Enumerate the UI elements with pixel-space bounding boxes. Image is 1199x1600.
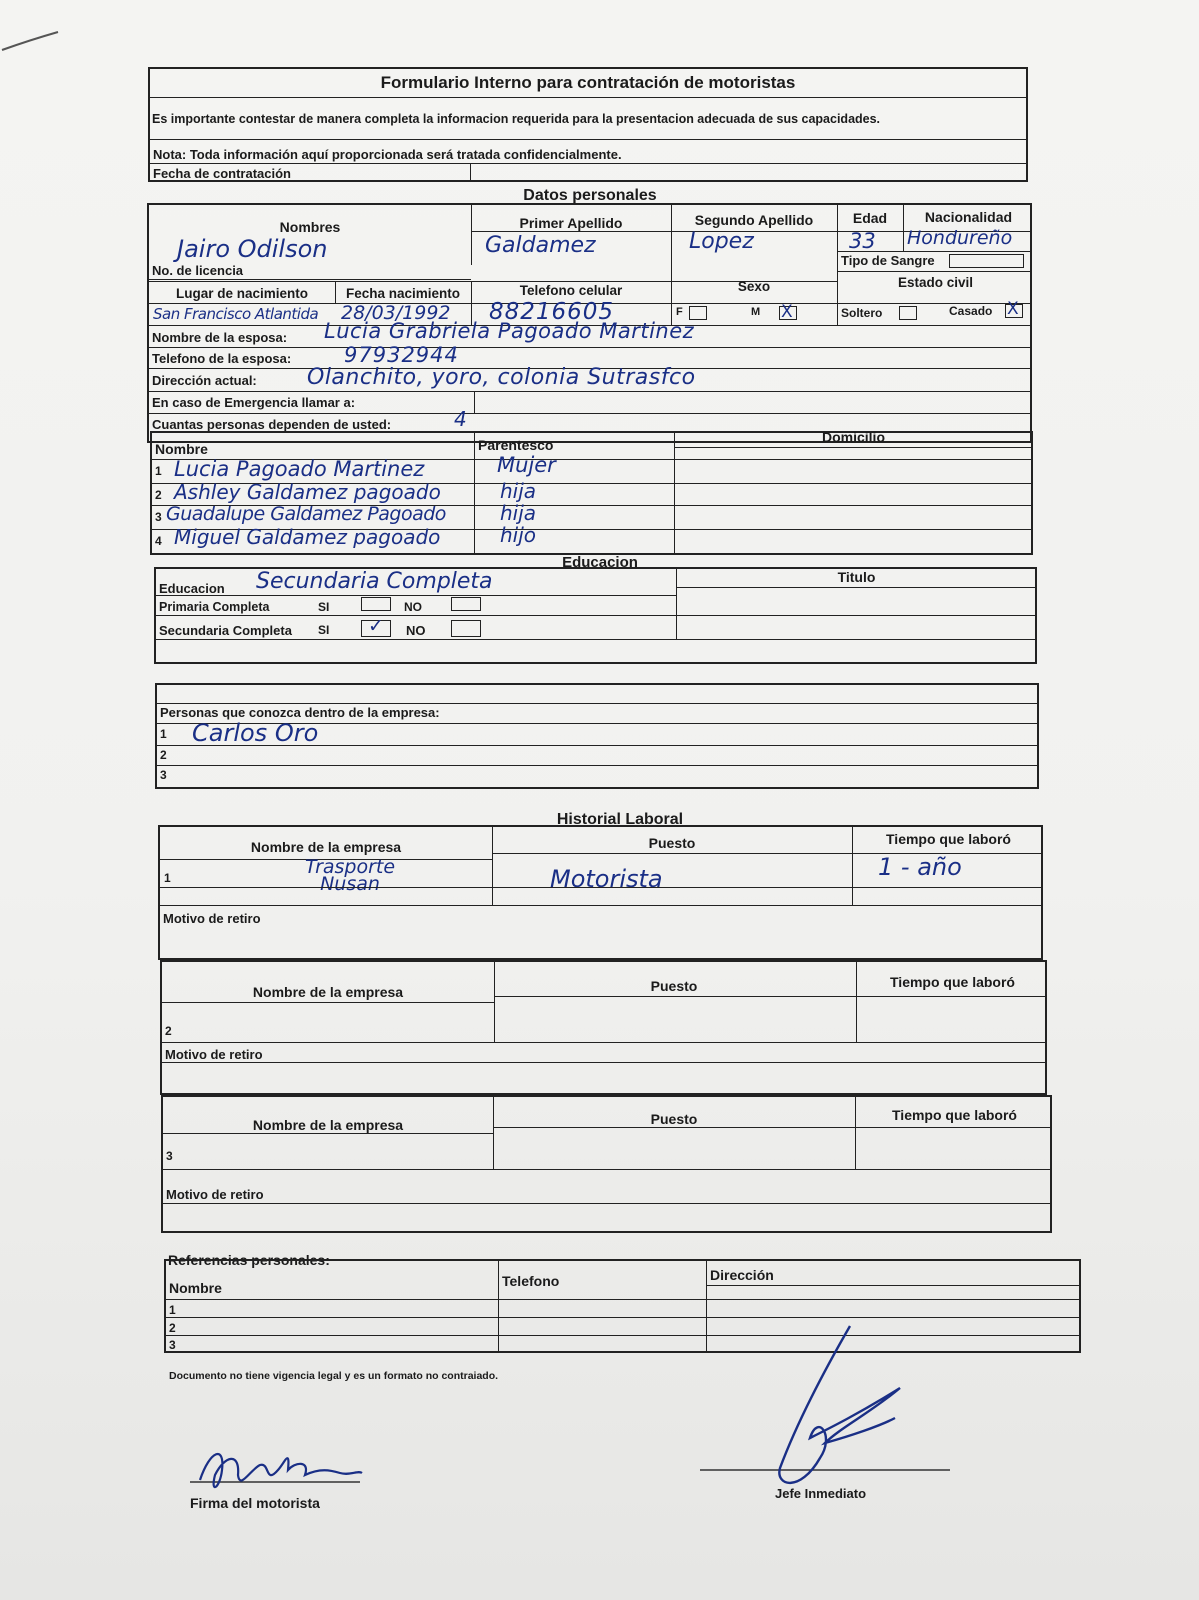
time-header: Tiempo que laboró: [890, 974, 1015, 990]
confidential-note: Nota: Toda información aquí proporcionada será tratada confidencialmente.: [153, 147, 622, 162]
license-label: No. de licencia: [152, 263, 244, 278]
personal-section-title: Datos personales: [523, 187, 657, 204]
first-surname-header: Primer Apellido: [519, 215, 623, 231]
sex-f-label: F: [676, 306, 683, 318]
known-person-name[interactable]: Carlos Oro: [192, 719, 319, 747]
dependent-row: [152, 523, 1031, 553]
secondary-si-label: SI: [318, 623, 330, 637]
position-header: Puesto: [650, 1111, 698, 1127]
reason-label: Motivo de retiro: [166, 1187, 264, 1202]
education-value[interactable]: Secundaria Completa: [256, 569, 493, 594]
work-position-value[interactable]: Motorista: [550, 865, 663, 893]
dependent-name[interactable]: Miguel Galdamez pagoado: [174, 525, 441, 549]
nationality-value[interactable]: Hondureño: [907, 227, 1013, 249]
driver-signature-label: Firma del motorista: [190, 1495, 320, 1511]
title-header: Titulo: [837, 569, 876, 585]
second-surname-header: Segundo Apellido: [694, 212, 814, 228]
dependent-address-header: Domicilio: [821, 429, 885, 445]
position-header: Puesto: [648, 835, 696, 851]
secondary-no-label: NO: [406, 623, 426, 638]
dependent-row-number: 2: [155, 488, 162, 502]
sex-m-mark: X: [781, 302, 793, 322]
address-label: Dirección actual:: [152, 373, 257, 388]
dependent-row: [152, 479, 1031, 505]
dependents-table: [150, 431, 1033, 555]
cellphone-value[interactable]: 88216605: [489, 299, 615, 325]
primary-si-box[interactable]: [361, 597, 391, 611]
company-header: Nombre de la empresa: [250, 839, 402, 855]
single-box[interactable]: [899, 306, 917, 320]
education-label: Educacion: [159, 581, 225, 596]
driver-signature[interactable]: [170, 1440, 380, 1500]
dependent-row-number: 4: [155, 534, 162, 548]
disclaimer: Documento no tiene vigencia legal y es un formato no contraiado.: [169, 1370, 499, 1382]
blood-type-box[interactable]: [949, 254, 1024, 268]
dependent-name[interactable]: Guadalupe Galdamez Pagoado: [166, 503, 446, 525]
spouse-phone-value[interactable]: 97932944: [344, 343, 459, 367]
spouse-name-value[interactable]: Lucia Grabriela Pagoado Martinez: [324, 319, 695, 343]
known-person-number: 1: [160, 727, 167, 741]
work-entry-number: 1: [164, 871, 171, 885]
known-people-table: [155, 683, 1039, 789]
blood-type-label: Tipo de Sangre: [841, 253, 935, 268]
age-value[interactable]: 33: [849, 229, 876, 253]
secondary-label: Secundaria Completa: [159, 623, 292, 638]
known-person-number: 3: [160, 768, 167, 782]
reference-row-number: 1: [169, 1303, 176, 1317]
dependent-name[interactable]: Lucia Pagoado Martinez: [174, 457, 425, 481]
position-header: Puesto: [650, 978, 698, 994]
primary-si-label: SI: [318, 600, 330, 614]
dependent-name[interactable]: Ashley Galdamez pagoado: [174, 480, 441, 504]
boss-signature[interactable]: [700, 1318, 960, 1508]
dependents-count-label: Cuantas personas dependen de usted:: [152, 417, 392, 432]
time-header: Tiempo que laboró: [892, 1107, 1017, 1123]
work-history-title: Historial Laboral: [556, 811, 684, 828]
dependent-relation[interactable]: hija: [500, 501, 537, 525]
reference-row-number: 2: [169, 1321, 176, 1335]
spouse-phone-label: Telefono de la esposa:: [152, 351, 292, 366]
work-entry-number: 3: [166, 1149, 173, 1163]
nationality-header: Nacionalidad: [924, 209, 1013, 225]
work-entry-3: [161, 1095, 1052, 1233]
primary-label: Primaria Completa: [159, 600, 270, 614]
time-header: Tiempo que laboró: [886, 831, 1011, 847]
single-label: Soltero: [841, 306, 883, 320]
emergency-label: En caso de Emergencia llamar a:: [152, 395, 356, 410]
reference-address-header: Dirección: [710, 1267, 774, 1283]
birthplace-value[interactable]: San Francisco Atlantida: [153, 305, 319, 323]
spouse-name-label: Nombre de la esposa:: [152, 330, 288, 345]
work-company-value[interactable]: Trasporte Nusan: [304, 856, 396, 895]
dependent-relation[interactable]: hijo: [500, 523, 537, 547]
known-people-label: Personas que conozca dentro de la empresa:: [160, 705, 440, 720]
address-value[interactable]: Olanchito, yoro, colonia Sutrasfco: [307, 365, 696, 390]
reference-phone-header: Telefono: [502, 1273, 560, 1289]
secondary-si-mark: ✓: [368, 615, 384, 637]
dependent-relation-header: Parentesco: [478, 437, 554, 453]
birthdate-header: Fecha nacimiento: [345, 286, 461, 301]
sex-m-label: M: [751, 306, 761, 318]
education-section-title: Educacion: [562, 554, 638, 571]
hire-date-label: Fecha de contratación: [153, 166, 291, 181]
references-label: Referencias personales:: [168, 1252, 330, 1268]
reference-name-header: Nombre: [169, 1280, 222, 1296]
form-title: Formulario Interno para contratación de motoristas: [380, 73, 796, 92]
sex-f-box[interactable]: [689, 306, 707, 320]
age-header: Edad: [852, 210, 888, 226]
dependent-row-number: 1: [155, 464, 162, 478]
birthdate-value[interactable]: 28/03/1992: [341, 302, 451, 324]
dependent-name-header: Nombre: [155, 441, 208, 457]
work-entry-2: [160, 960, 1047, 1095]
known-person-number: 2: [160, 748, 167, 762]
secondary-no-box[interactable]: [451, 620, 481, 637]
dependent-row-number: 3: [155, 510, 162, 524]
form-intro: Es importante contestar de manera completa la informacion requerida para la presentacion adecuada de sus capacidades.: [152, 112, 881, 126]
reason-label: Motivo de retiro: [163, 911, 261, 926]
work-entry-1: [158, 825, 1043, 960]
personal-data-table: [147, 203, 1032, 443]
cellphone-header: Telefono celular: [519, 283, 623, 298]
names-header: Nombres: [279, 219, 341, 235]
primary-no-label: NO: [404, 600, 422, 614]
second-surname-value[interactable]: Lopez: [689, 229, 754, 254]
primary-no-box[interactable]: [451, 597, 481, 611]
married-label: Casado: [949, 304, 993, 318]
boss-signature-label: Jefe Inmediato: [775, 1486, 867, 1501]
sex-header: Sexo: [737, 279, 771, 294]
names-value[interactable]: Jairo Odilson: [177, 235, 328, 263]
dependent-relation[interactable]: hija: [500, 479, 537, 503]
work-entry-number: 2: [165, 1024, 172, 1038]
work-time-value[interactable]: 1 - año: [878, 853, 962, 881]
first-surname-value[interactable]: Galdamez: [485, 233, 596, 258]
reason-label: Motivo de retiro: [165, 1047, 263, 1062]
company-header: Nombre de la empresa: [252, 1117, 404, 1133]
form-header: [148, 67, 1028, 182]
reference-row-number: 3: [169, 1338, 176, 1352]
dependent-relation[interactable]: Mujer: [497, 453, 556, 477]
birthplace-header: Lugar de nacimiento: [175, 286, 309, 301]
dependents-count-value[interactable]: 4: [454, 407, 467, 431]
pen-stroke: [0, 20, 70, 60]
education-table: [154, 567, 1037, 664]
married-mark: X: [1007, 299, 1019, 319]
civil-status-header: Estado civil: [897, 275, 974, 290]
company-header: Nombre de la empresa: [252, 984, 404, 1000]
